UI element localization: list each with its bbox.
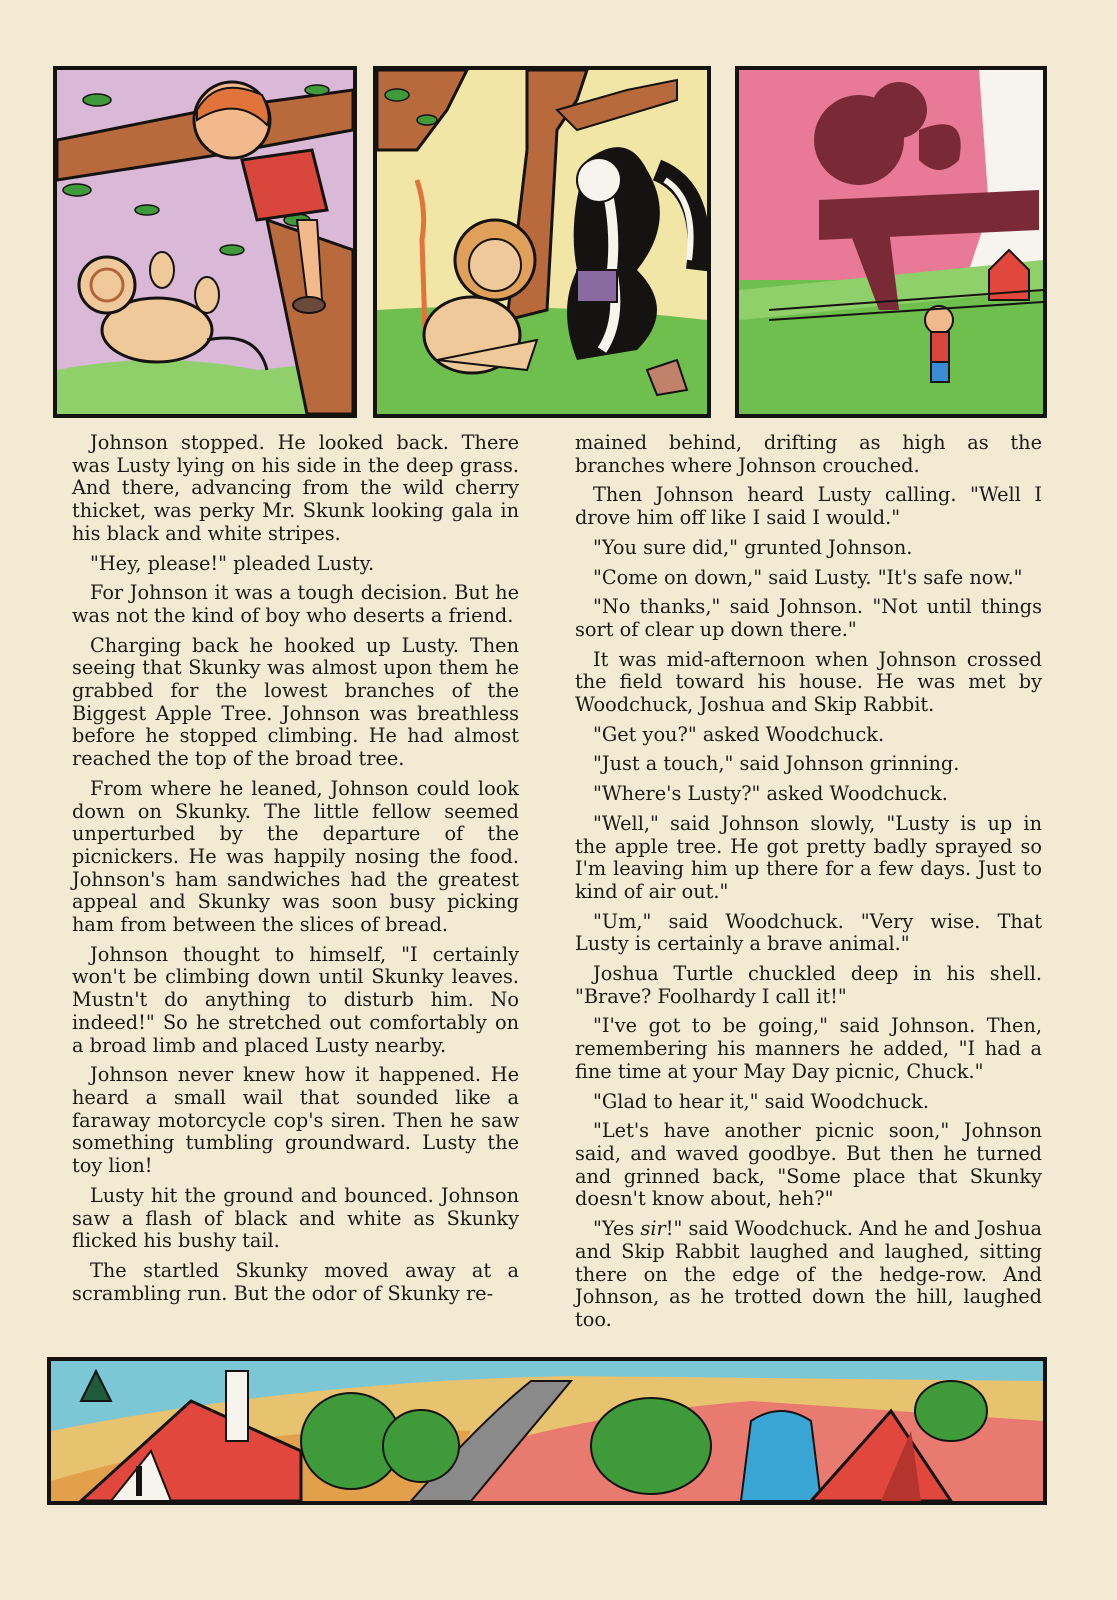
story-paragraph: "Um," said Woodchuck. "Very wise. That Lusty is certainly a brave animal." <box>575 909 1042 956</box>
story-paragraph: Then Johnson heard Lusty calling. "Well I drove him off like I said I would." <box>575 483 1042 530</box>
story-paragraph: Charging back he hooked up Lusty. Then seeing that Skunky was almost upon them he grabbed for the lowest branches of the Biggest Apple Tree. Johnson was breathless before he stopped climbing. He had almost reached the top of the broad tree. <box>72 633 519 771</box>
panel-silhouette-tree <box>735 66 1047 418</box>
story-paragraph: Johnson never knew how it happened. He heard a small wail that sounded like a faraway motorcycle cop's siren. Then he saw something tumbling groundward. Lusty the toy lion! <box>72 1063 519 1178</box>
story-paragraph: "Get you?" asked Woodchuck. <box>593 722 885 746</box>
final-text-start: "Yes <box>593 1217 641 1241</box>
story-paragraph-final <box>575 1218 1042 1332</box>
story-paragraph: "Come on down," said Lusty. "It's safe now." <box>593 565 1023 589</box>
final-text-emphasis: sir <box>640 1217 666 1241</box>
story-paragraph: Johnson thought to himself, "I certainly won't be climbing down until Skunky leaves. Mustn't do anything to disturb him. No indeed!" So he stretched out comfortably on a broad limb and placed Lusty nearby. <box>72 942 519 1057</box>
story-paragraph: Johnson stopped. He looked back. There was Lusty lying on his side in the deep grass. And there, advancing from the wild cherry thicket, was perky Mr. Skunk looking gala in his black and white stripes. <box>72 431 519 545</box>
story-paragraph: "Where's Lusty?" asked Woodchuck. <box>593 782 948 806</box>
story-column-right <box>575 432 1042 1339</box>
story-paragraph-continued: mained behind, drifting as high as the branches where Johnson crouched. <box>575 431 1042 477</box>
story-paragraph: It was mid-afternoon when Johnson crossed the field toward his house. He was met by Woodchuck, Joshua and Skip Rabbit. <box>575 647 1042 717</box>
story-paragraph: Lusty hit the ground and bounced. Johnson saw a flash of black and white as Skunky flicked his bushy tail. <box>72 1183 519 1253</box>
story-paragraph: Joshua Turtle chuckled deep in his shell. "Brave? Foolhardy I call it!" <box>575 962 1042 1008</box>
story-paragraph: "I've got to be going," said Johnson. Then, remembering his manners he added, "I had a fine time at your May Day picnic, Chuck." <box>575 1014 1042 1083</box>
panel-landscape-art <box>51 1361 1043 1501</box>
story-paragraph: "No thanks," said Johnson. "Not until things sort of clear up down there." <box>575 595 1042 641</box>
story-paragraph: "Just a touch," said Johnson grinning. <box>593 752 960 776</box>
story-paragraph: For Johnson it was a tough decision. But he was not the kind of boy who deserts a friend. <box>72 581 519 627</box>
panel-silhouette-tree-art <box>739 70 1043 414</box>
panel-lion-and-skunk <box>373 66 711 418</box>
story-paragraph: "Well," said Johnson slowly, "Lusty is up in the apple tree. He got pretty badly sprayed so I'm leaving him up there for a few days. Just to kind of air out." <box>575 811 1042 903</box>
story-paragraph: "Hey, please!" pleaded Lusty. <box>90 551 375 575</box>
panel-boy-in-tree <box>53 66 357 418</box>
story-paragraph: "Glad to hear it," said Woodchuck. <box>593 1089 929 1113</box>
panel-landscape <box>47 1357 1047 1505</box>
story-paragraph: "Let's have another picnic soon," Johnson said, and waved goodbye. But then he turned and grinned back, "Some place that Skunky doesn't know about, heh?" <box>575 1119 1042 1211</box>
panel-lion-and-skunk-art <box>377 70 707 414</box>
panel-boy-in-tree-art <box>57 70 353 414</box>
final-text-end: !" said Woodchuck. And he and Joshua and Skip Rabbit laughed and laughed, sitting there on the edge of the hedge-row. And Johnson, as he trotted down the hill, laughed too. <box>575 1217 1043 1331</box>
story-column-left <box>72 432 519 1312</box>
story-paragraph: From where he leaned, Johnson could look down on Skunky. The little fellow seemed unperturbed by the departure of the picnickers. He was happily nosing the food. Johnson's ham sandwiches had the greatest appeal and Skunky was soon busy picking ham from between the slices of bread. <box>72 776 519 937</box>
story-paragraph: The startled Skunky moved away at a scrambling run. But the odor of Skunky re- <box>72 1258 519 1305</box>
story-paragraph: "You sure did," grunted Johnson. <box>593 535 913 559</box>
